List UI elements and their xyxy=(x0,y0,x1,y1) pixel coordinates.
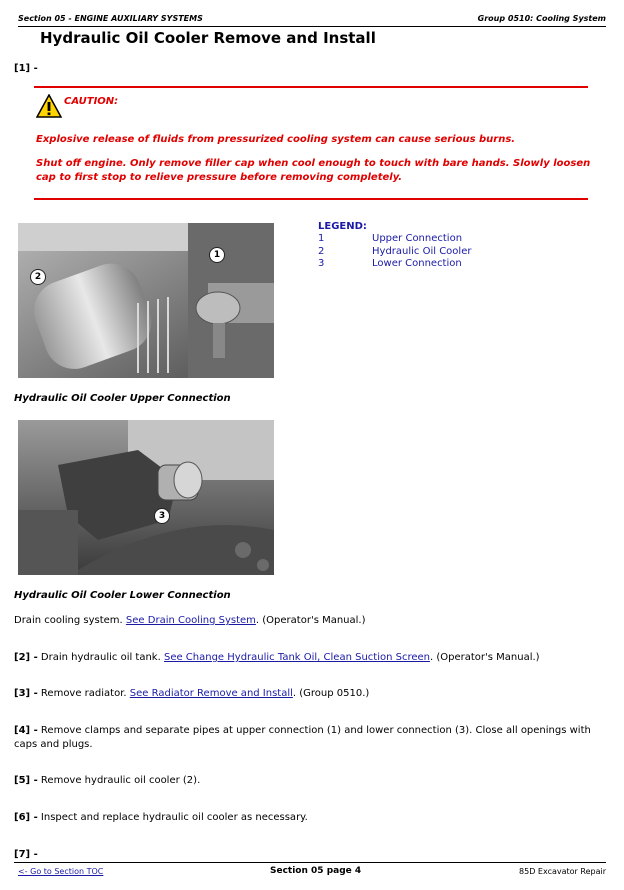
lower-connection-photo xyxy=(18,420,274,575)
step-5-label: [5] - xyxy=(14,775,38,786)
radiator-remove-link[interactable]: See Radiator Remove and Install xyxy=(129,688,293,699)
legend-title: LEGEND: xyxy=(318,221,367,232)
callout-2: 2 xyxy=(30,269,46,285)
caution-label: CAUTION: xyxy=(64,96,119,107)
step-2: [2] - Drain hydraulic oil tank. See Change Hydraulic Tank Oil, Clean Suction Screen. (Operator's Manual.) xyxy=(14,652,540,663)
step-4: [4] - Remove clamps and separate pipes at upper connection (1) and lower connection (3). Close all openings with caps and plugs. xyxy=(14,725,591,750)
step-1-label: [1] - xyxy=(14,63,38,74)
step-5: [5] - Remove hydraulic oil cooler (2). xyxy=(14,775,201,786)
caution-bottom-rule xyxy=(34,198,588,200)
manual-name: 85D Excavator Repair xyxy=(519,867,606,876)
legend-label-3: Lower Connection xyxy=(372,258,462,269)
legend-label-2: Hydraulic Oil Cooler xyxy=(372,246,472,257)
callout-1: 1 xyxy=(209,247,225,263)
page-number: Section 05 page 4 xyxy=(270,866,362,876)
caution-para-2: Shut off engine. Only remove filler cap when cool enough to touch with bare hands. Slowly loosen cap to first stop to relieve pressure before removing completely. xyxy=(36,158,591,183)
drain-cooling-link[interactable]: See Drain Cooling System xyxy=(125,615,256,626)
figure-1-caption: Hydraulic Oil Cooler Upper Connection xyxy=(14,393,231,404)
step-3-label: [3] - xyxy=(14,688,38,699)
header-rule xyxy=(18,26,606,27)
group-header: Group 0510: Cooling System xyxy=(477,14,606,23)
upper-connection-photo xyxy=(18,223,274,378)
legend-label-1: Upper Connection xyxy=(372,233,463,244)
caution-para-1: Explosive release of fluids from pressurized cooling system can cause serious burns. xyxy=(36,134,516,145)
page-title: Hydraulic Oil Cooler Remove and Install xyxy=(40,29,376,47)
legend-num-2: 2 xyxy=(318,246,325,257)
step-3: [3] - Remove radiator. See Radiator Remove and Install. (Group 0510.) xyxy=(14,688,370,699)
drain-cooling-step: Drain cooling system. See Drain Cooling System. (Operator's Manual.) xyxy=(14,615,366,626)
change-hydraulic-oil-link[interactable]: See Change Hydraulic Tank Oil, Clean Suction Screen xyxy=(163,652,430,663)
footer-rule xyxy=(14,862,606,863)
section-toc-link[interactable]: <- Go to Section TOC xyxy=(18,867,104,876)
section-header: Section 05 - ENGINE AUXILIARY SYSTEMS xyxy=(18,14,203,23)
figure-2-caption: Hydraulic Oil Cooler Lower Connection xyxy=(14,590,231,601)
step-2-label: [2] - xyxy=(14,652,38,663)
step-4-label: [4] - xyxy=(14,725,38,736)
step-7 xyxy=(14,848,38,862)
callout-3: 3 xyxy=(154,508,170,524)
legend-num-1: 1 xyxy=(318,233,325,244)
step-7-label: [7] - xyxy=(14,849,38,860)
legend-num-3: 3 xyxy=(318,258,325,269)
step-6-label: [6] - xyxy=(14,812,38,823)
caution-top-rule xyxy=(34,86,588,88)
warning-icon xyxy=(36,94,62,118)
step-6: [6] - Inspect and replace hydraulic oil cooler as necessary. xyxy=(14,812,308,823)
